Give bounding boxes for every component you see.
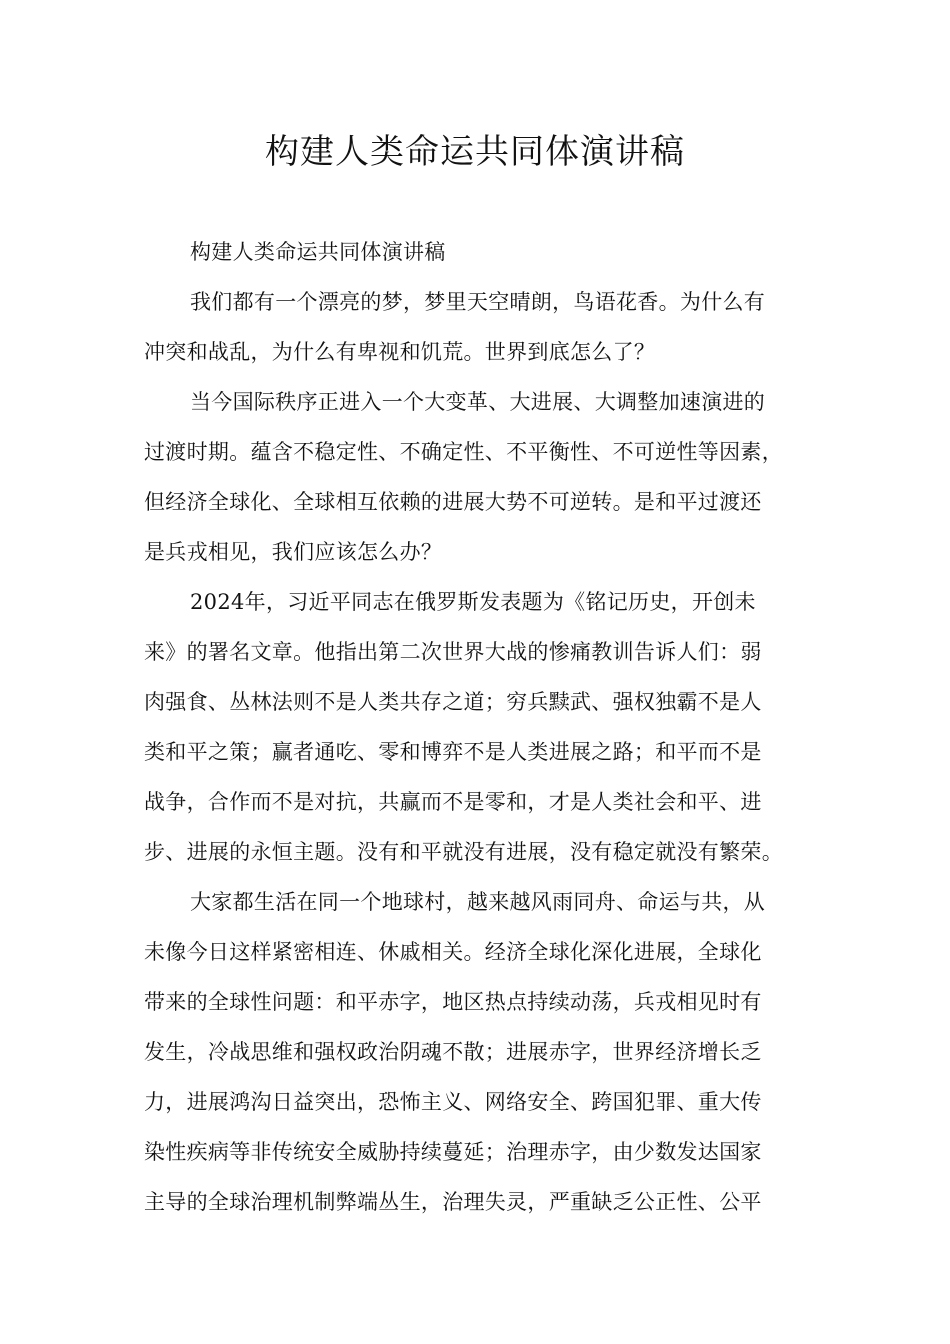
text-line: 类和平之策；赢者通吃、零和博弈不是人类进展之路；和平而不是 (144, 740, 762, 764)
text-line: 未像今日这样紧密相连、休戚相关。经济全球化深化进展，全球化 (144, 940, 762, 964)
text-line: 力，进展鸿沟日益突出，恐怖主义、网络安全、跨国犯罪、重大传 (144, 1090, 762, 1114)
text-line: 肉强食、丛林法则不是人类共存之道；穷兵黩武、强权独霸不是人 (144, 690, 762, 714)
text-line: 但经济全球化、全球相互依赖的进展大势不可逆转。是和平过渡还 (144, 490, 762, 514)
text-line: 发生，冷战思维和强权政治阴魂不散；进展赤字，世界经济增长乏 (144, 1040, 762, 1064)
text-line: 冲突和战乱，为什么有卑视和饥荒。世界到底怎么了？ (144, 340, 656, 364)
text-line: 主导的全球治理机制弊端丛生，治理失灵，严重缺乏公正性、公平 (144, 1190, 762, 1214)
text-line: 染性疾病等非传统安全威胁持续蔓延；治理赤字，由少数发达国家 (144, 1140, 762, 1164)
text-line: 过渡时期。蕴含不稳定性、不确定性、不平衡性、不可逆性等因素， (144, 440, 783, 464)
text-line: 步、进展的永恒主题。没有和平就没有进展，没有稳定就没有繁荣。 (144, 840, 783, 864)
text-line: 构建人类命运共同体演讲稿 (190, 240, 446, 264)
text-line: 2024年，习近平同志在俄罗斯发表题为《铭记历史，开创未 (190, 590, 756, 614)
document-body (144, 227, 818, 1227)
text-line: 战争，合作而不是对抗，共赢而不是零和，才是人类社会和平、进 (144, 790, 762, 814)
text-line: 当今国际秩序正进入一个大变革、大进展、大调整加速演进的 (190, 390, 766, 414)
document-title: 构建人类命运共同体演讲稿 (265, 132, 685, 172)
text-line: 是兵戎相见，我们应该怎么办？ (144, 540, 443, 564)
text-line: 大家都生活在同一个地球村，越来越风雨同舟、命运与共，从 (190, 890, 766, 914)
text-line: 带来的全球性问题：和平赤字，地区热点持续动荡，兵戎相见时有 (144, 990, 762, 1014)
text-line: 来》的署名文章。他指出第二次世界大战的惨痛教训告诉人们：弱 (144, 640, 762, 664)
text-line: 我们都有一个漂亮的梦，梦里天空晴朗，鸟语花香。为什么有 (190, 290, 766, 314)
